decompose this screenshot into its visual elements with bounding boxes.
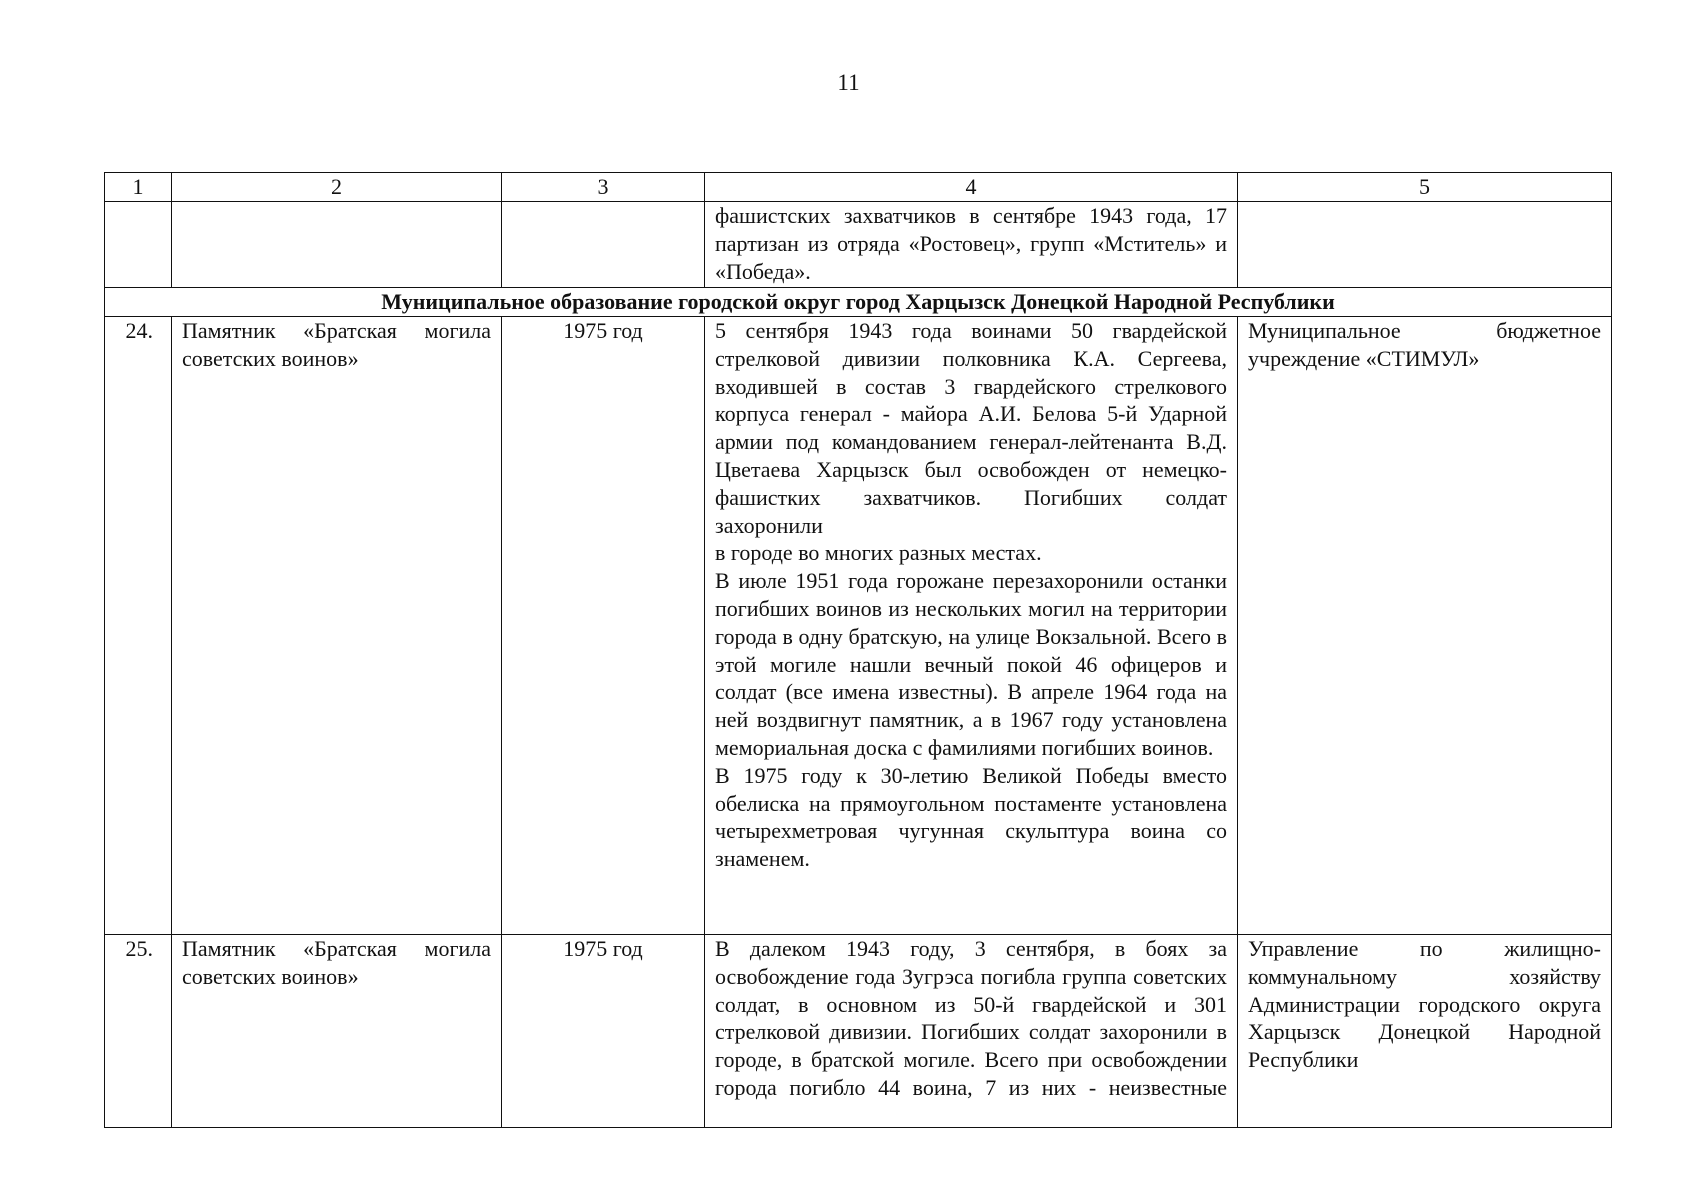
monument-history	[705, 935, 1238, 1128]
row-number: 24.	[105, 317, 172, 935]
history-paragraph: в городе во многих разных местах.	[715, 540, 1042, 566]
section-title: Муниципальное образование городской округ город Харцызск Донецкой Народной Республики	[105, 288, 1612, 317]
monument-owner: Управление по жилищно-коммунальному хозяйству Администрации городского округа Харцызск Донецкой Народной Республики	[1238, 935, 1612, 1128]
section-row	[105, 288, 1612, 317]
cont-cell-3	[502, 202, 705, 288]
history-paragraph: В далеком 1943 году, 3 сентября, в боях за освобождение года Зугрэса погибла группа советских солдат, в основном из 50-й гвардейской и 301 стрелковой дивизии. Погибших солдат захоронили в городе, в братской могиле. Всего при освобождении города погибло 44 воина, 7 из них - неизвестные	[715, 936, 1227, 1100]
monument-name: Памятник «Братская могила советских воинов»	[172, 935, 502, 1128]
column-header-3: 3	[502, 173, 705, 202]
table-row	[105, 317, 1612, 935]
row-number: 25.	[105, 935, 172, 1128]
monument-year: 1975 год	[502, 317, 705, 935]
column-number-header-row	[105, 173, 1612, 202]
column-header-1: 1	[105, 173, 172, 202]
history-paragraph: 5 сентября 1943 года воинами 50 гвардейской стрелковой дивизии полковника К.А. Сергеева, входившей в состав 3 гвардейского стрелкового корпуса генерал - майора А.И. Белова 5-й Ударной армии под командованием генерал-лейтенанта В.Д. Цветаева Харцызск был освобожден от немецко-фашистких захватчиков. Погибших солдат захоронили	[715, 318, 1227, 538]
column-header-2: 2	[172, 173, 502, 202]
page-number: 11	[837, 70, 860, 95]
table-row	[105, 935, 1612, 1128]
cont-cell-1	[105, 202, 172, 288]
monument-name: Памятник «Братская могила советских воинов»	[172, 317, 502, 935]
cont-cell-5	[1238, 202, 1612, 288]
monuments-table	[104, 172, 1612, 1128]
continuation-row	[105, 202, 1612, 288]
monument-owner: Муниципальное бюджетное учреждение «СТИМУЛ»	[1238, 317, 1612, 935]
monument-history	[705, 317, 1238, 935]
column-header-5: 5	[1238, 173, 1612, 202]
cont-cell-2	[172, 202, 502, 288]
history-paragraph: В июле 1951 года горожане перезахоронили останки погибших воинов из нескольких могил на территории города в одну братскую, на улице Вокзальной. Всего в этой могиле нашли вечный покой 46 офицеров и солдат (все имена известны). В апреле 1964 года на ней воздвигнут памятник, а в 1967 году установлена мемориальная доска с фамилиями погибших воинов.	[715, 568, 1227, 760]
cont-history-cell: фашистских захватчиков в сентябре 1943 года, 17 партизан из отряда «Ростовец», групп «Мститель» и «Победа».	[705, 202, 1238, 288]
monument-year: 1975 год	[502, 935, 705, 1128]
history-paragraph: В 1975 году к 30-летию Великой Победы вместо обелиска на прямоугольном постаменте установлена четырехметровая чугунная скульптура воина со знаменем.	[715, 762, 1227, 872]
column-header-4: 4	[705, 173, 1238, 202]
